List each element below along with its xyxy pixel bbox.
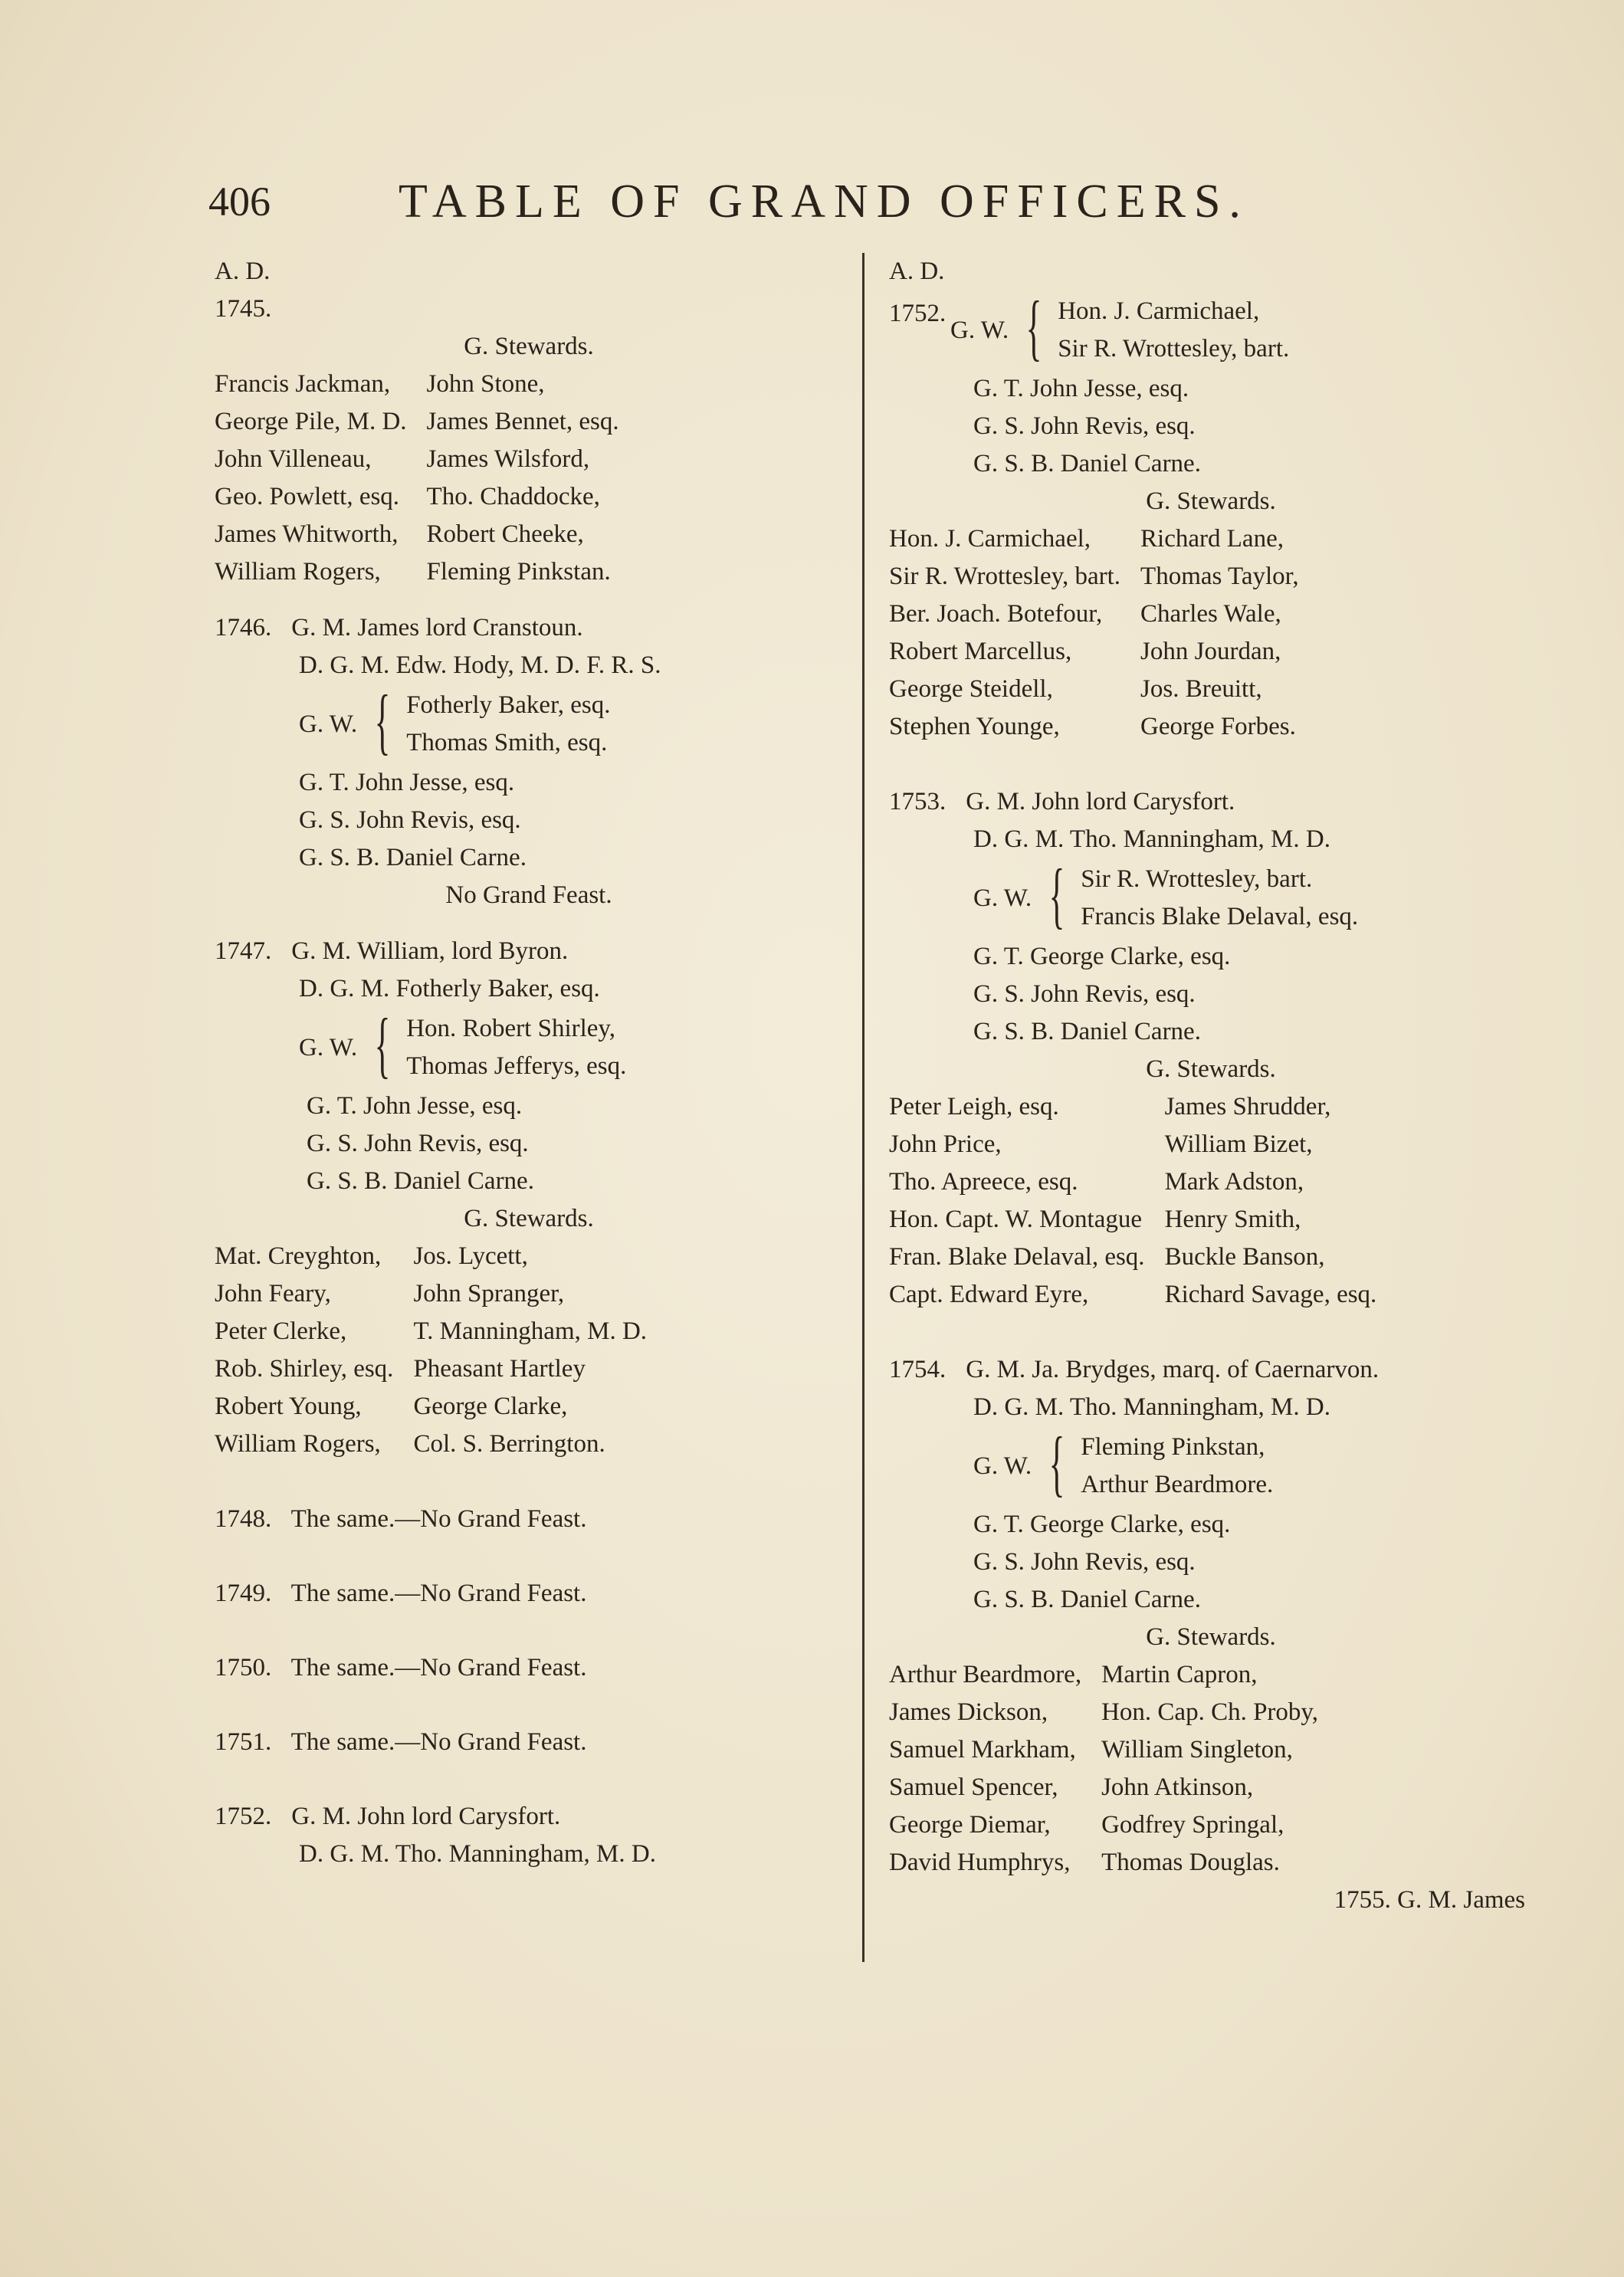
entry-1752 (215, 1798, 843, 1836)
column-divider (862, 253, 864, 1962)
list-item: Mat. Creyghton, Jos. Lycett, (215, 1242, 528, 1270)
grand-wardens (215, 680, 843, 764)
year-1748: 1748. (215, 1505, 272, 1533)
page-header (208, 175, 1312, 236)
gw-label: G. W. (299, 710, 358, 738)
list-item: Tho. Apreece, esq. Mark Adston, (889, 1168, 1304, 1196)
anno-domini-heading: A. D. (215, 258, 271, 285)
deputy-grand-master: D. G. M. Edw. Hody, M. D. F. R. S. (299, 651, 661, 679)
warden: Francis Blake Delaval, esq. (1081, 903, 1359, 930)
grand-treasurer: G. T. John Jesse, esq. (307, 1092, 523, 1120)
entry-1747 (215, 933, 843, 970)
list-item: Rob. Shirley, esq. Pheasant Hartley (215, 1355, 586, 1383)
warden: Sir R. Wrottesley, bart. (1081, 865, 1313, 893)
entry-1751 (215, 1724, 843, 1761)
entry-1753 (889, 783, 1533, 821)
list-item: Capt. Edward Eyre, Richard Savage, esq. (889, 1281, 1377, 1308)
list-item: Geo. Powlett, esq. Tho. Chaddocke, (215, 483, 600, 510)
list-item: Samuel Markham, William Singleton, (889, 1736, 1293, 1764)
catchword: 1755. G. M. James (1334, 1886, 1525, 1914)
brace-icon: { (374, 1003, 391, 1085)
list-item: Arthur Beardmore, Martin Capron, (889, 1661, 1258, 1688)
entry-1748 (215, 1501, 843, 1538)
grand-master: G. M. Ja. Brydges, marq. of Caernarvon. (966, 1356, 1380, 1383)
list-item: Robert Marcellus, John Jourdan, (889, 638, 1281, 665)
list-item: George Steidell, Jos. Breuitt, (889, 675, 1262, 703)
grand-treasurer: G. T. John Jesse, esq. (973, 375, 1189, 402)
stewards-heading: G. Stewards. (1146, 1055, 1276, 1083)
list-item: George Pile, M. D. James Bennet, esq. (215, 408, 619, 435)
year-1749: 1749. (215, 1580, 272, 1607)
entry-text: The same.—No Grand Feast. (290, 1580, 587, 1607)
list-item: John Villeneau, James Wilsford, (215, 445, 590, 473)
left-column (215, 253, 843, 1873)
grand-wardens (889, 1422, 1533, 1506)
deputy-grand-master: D. G. M. Fotherly Baker, esq. (299, 975, 600, 1002)
list-item: David Humphrys, Thomas Douglas. (889, 1849, 1280, 1876)
grand-sword-bearer: G. S. B. Daniel Carne. (973, 1586, 1201, 1613)
entry-text: The same.—No Grand Feast. (290, 1728, 587, 1756)
gw-label: G. W. (973, 884, 1032, 912)
entry-text: The same.—No Grand Feast. (290, 1505, 587, 1533)
grand-master: G. M. James lord Cranstoun. (291, 614, 583, 641)
grand-secretary: G. S. John Revis, esq. (973, 1548, 1196, 1576)
grand-master: G. M. William, lord Byron. (291, 937, 569, 965)
feast-note: No Grand Feast. (445, 881, 612, 909)
list-item: Francis Jackman, John Stone, (215, 370, 545, 398)
anno-domini-heading: A. D. (889, 258, 945, 285)
list-item: George Diemar, Godfrey Springal, (889, 1811, 1284, 1839)
grand-sword-bearer: G. S. B. Daniel Carne. (973, 450, 1201, 477)
warden: Sir R. Wrottesley, bart. (1058, 335, 1290, 363)
gw-label: G. W. (299, 1033, 358, 1061)
list-item: Hon. Capt. W. Montague Henry Smith, (889, 1206, 1301, 1233)
grand-treasurer: G. T. George Clarke, esq. (973, 1511, 1231, 1538)
entry-1750 (215, 1649, 843, 1687)
entry-1746 (215, 609, 843, 647)
list-item: James Dickson, Hon. Cap. Ch. Proby, (889, 1698, 1319, 1726)
list-item: Stephen Younge, George Forbes. (889, 713, 1296, 740)
stewards-list-1747 (215, 1238, 667, 1463)
list-item: Peter Leigh, esq. James Shrudder, (889, 1093, 1331, 1120)
list-item: Hon. J. Carmichael, Richard Lane, (889, 525, 1284, 553)
year-1753: 1753. (889, 788, 947, 815)
grand-master: G. M. John lord Carysfort. (291, 1803, 561, 1830)
list-item: Ber. Joach. Botefour, Charles Wale, (889, 600, 1281, 628)
brace-icon: { (1025, 286, 1042, 368)
warden: Thomas Smith, esq. (406, 729, 608, 756)
list-item: Samuel Spencer, John Atkinson, (889, 1773, 1254, 1801)
year-1750: 1750. (215, 1654, 272, 1682)
page-number: 406 (208, 179, 271, 225)
brace-icon: { (1048, 1422, 1065, 1504)
list-item: Sir R. Wrottesley, bart. Thomas Taylor, (889, 563, 1299, 590)
entry-1749 (215, 1575, 843, 1613)
warden: Fleming Pinkstan, (1081, 1433, 1265, 1461)
page-title: TABLE OF GRAND OFFICERS. (399, 176, 1249, 228)
grand-wardens-1752 (889, 286, 1533, 370)
warden: Hon. Robert Shirley, (406, 1015, 616, 1042)
list-item: William Rogers, Col. S. Berrington. (215, 1430, 605, 1458)
grand-secretary: G. S. John Revis, esq. (973, 980, 1196, 1008)
list-item: William Rogers, Fleming Pinkstan. (215, 558, 611, 586)
grand-wardens (215, 1003, 843, 1088)
list-item: Fran. Blake Delaval, esq. Buckle Banson, (889, 1243, 1325, 1271)
stewards-heading: G. Stewards. (464, 1205, 594, 1232)
gw-label: G. W. (973, 1452, 1032, 1480)
year-1747: 1747. (215, 937, 272, 965)
grand-treasurer: G. T. George Clarke, esq. (973, 943, 1231, 970)
entry-1754 (889, 1351, 1533, 1389)
entry-text: The same.—No Grand Feast. (290, 1654, 587, 1682)
grand-secretary: G. S. John Revis, esq. (299, 806, 521, 834)
gw-label: G. W. (950, 316, 1009, 344)
year-1752: 1752. (889, 300, 947, 327)
list-item: Peter Clerke, T. Manningham, M. D. (215, 1317, 648, 1345)
grand-secretary: G. S. John Revis, esq. (973, 412, 1196, 440)
grand-sword-bearer: G. S. B. Daniel Carne. (973, 1018, 1201, 1045)
warden: Fotherly Baker, esq. (406, 691, 611, 719)
stewards-list-1753 (889, 1088, 1396, 1314)
grand-sword-bearer: G. S. B. Daniel Carne. (307, 1167, 534, 1195)
warden: Thomas Jefferys, esq. (406, 1052, 627, 1080)
list-item: James Whitworth, Robert Cheeke, (215, 520, 584, 548)
grand-wardens (889, 854, 1533, 938)
stewards-heading: G. Stewards. (464, 333, 594, 360)
year-1752: 1752. (215, 1803, 272, 1830)
year-1751: 1751. (215, 1728, 272, 1756)
list-item: Robert Young, George Clarke, (215, 1393, 568, 1420)
right-column (889, 253, 1533, 1919)
stewards-list-1745 (215, 366, 639, 591)
stewards-list-1752 (889, 520, 1319, 746)
list-item: John Price, William Bizet, (889, 1130, 1313, 1158)
list-item: John Feary, John Spranger, (215, 1280, 565, 1307)
year-1754: 1754. (889, 1356, 947, 1383)
grand-treasurer: G. T. John Jesse, esq. (299, 769, 515, 796)
stewards-list-1754 (889, 1656, 1338, 1882)
deputy-grand-master: D. G. M. Tho. Manningham, M. D. (973, 825, 1330, 853)
grand-sword-bearer: G. S. B. Daniel Carne. (299, 844, 527, 871)
year-1746: 1746. (215, 614, 272, 641)
year-1745: 1745. (215, 295, 272, 323)
stewards-heading: G. Stewards. (1146, 487, 1276, 515)
brace-icon: { (374, 680, 391, 762)
deputy-grand-master: D. G. M. Tho. Manningham, M. D. (973, 1393, 1330, 1421)
warden: Hon. J. Carmichael, (1058, 297, 1260, 325)
stewards-heading: G. Stewards. (1146, 1623, 1276, 1651)
brace-icon: { (1048, 854, 1065, 936)
warden: Arthur Beardmore. (1081, 1471, 1274, 1498)
grand-secretary: G. S. John Revis, esq. (307, 1130, 529, 1157)
deputy-grand-master: D. G. M. Tho. Manningham, M. D. (299, 1840, 656, 1868)
grand-master: G. M. John lord Carysfort. (966, 788, 1235, 815)
